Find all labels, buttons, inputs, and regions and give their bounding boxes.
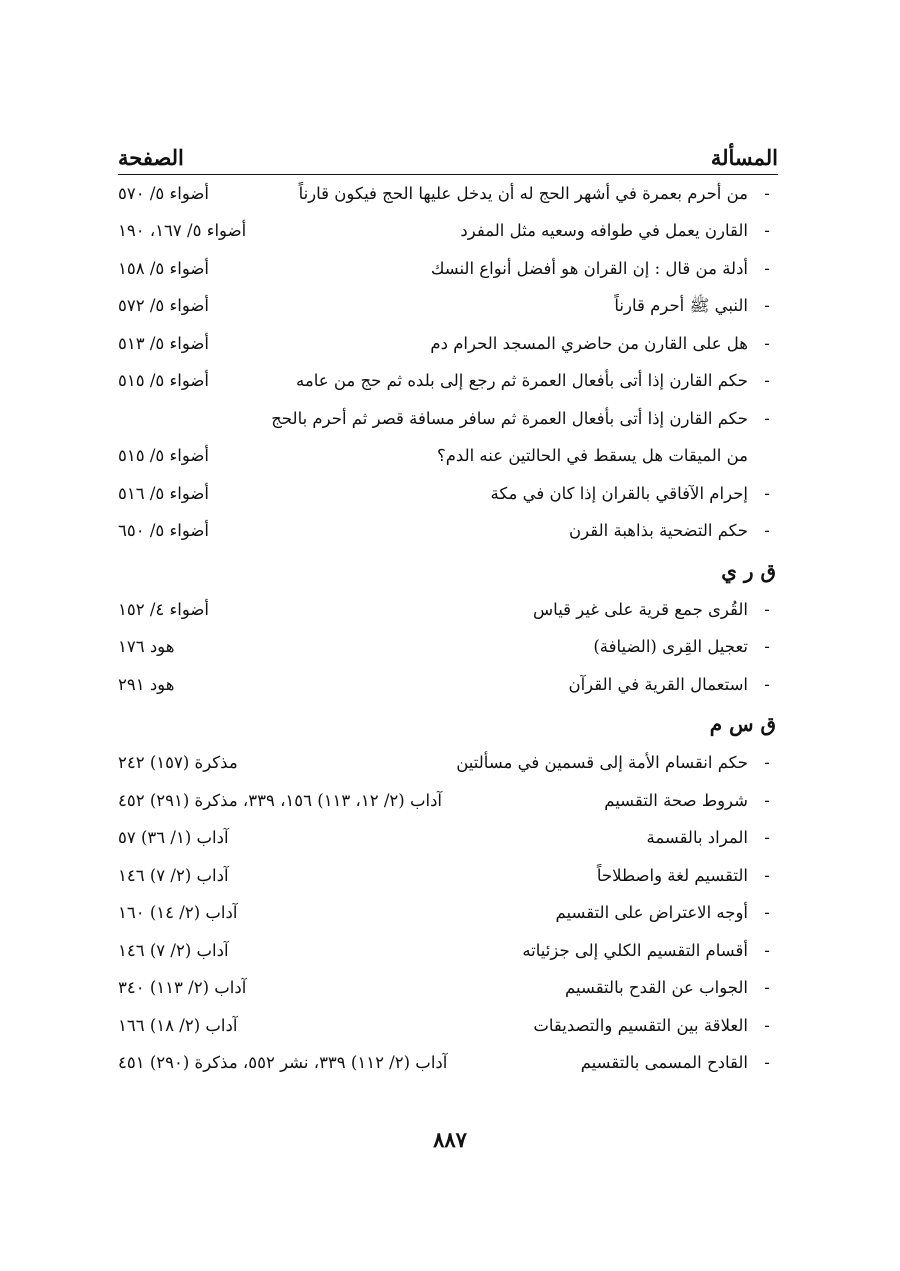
entry-dash: - (764, 903, 770, 922)
index-entry (118, 475, 778, 513)
index-entry (118, 250, 778, 288)
entry-reference: أضواء ٥/ ٥١٣ (118, 333, 209, 353)
entry-reference: آداب (٢/ ١١٢) ٣٣٩، نشر ٥٥٢، مذكرة (٢٩٠) ٤٥١ (118, 1053, 448, 1072)
entry-text: القُرى جمع قرية على غير قياس (533, 599, 748, 619)
entry-text: حكم القارن إذا أتى بأفعال العمرة ثم سافر مسافة قصر ثم أحرم بالحج (271, 408, 748, 428)
entry-text: حكم انقسام الأمة إلى قسمين في مسألتين (456, 753, 748, 772)
entry-reference: أضواء ٥/ ٥١٥ (118, 371, 209, 390)
entry-topic (569, 523, 778, 540)
entry-text: العلاقة بين التقسيم والتصديقات (533, 1015, 748, 1035)
entry-topic (581, 1055, 778, 1072)
index-entry (118, 591, 778, 629)
index-entry (118, 745, 778, 783)
entry-text: القارن يعمل في طوافه وسعيه مثل المفرد (460, 221, 748, 240)
index-entry (118, 175, 778, 213)
entry-reference: هود ١٧٦ (118, 637, 175, 656)
entry-topic (460, 223, 778, 240)
entry-topic (430, 333, 778, 353)
entry-text: التقسيم لغة واصطلاحاً (596, 865, 748, 885)
entry-text: الجواب عن القدح بالتقسيم (565, 978, 748, 997)
index-entry (118, 629, 778, 667)
entry-topic (593, 639, 778, 656)
entry-dash: - (764, 637, 770, 656)
index-entry (118, 970, 778, 1008)
entry-text: أدلة من قال : إن القران هو أفضل أنواع النسك (430, 258, 748, 278)
entry-reference: أضواء ٤/ ١٥٢ (118, 599, 209, 619)
entry-text: أقسام التقسيم الكلي إلى جزئياته (522, 940, 748, 960)
entry-dash: - (764, 599, 770, 619)
entry-topic (646, 830, 778, 847)
header-issue-label: المسألة (710, 145, 778, 170)
entry-topic (568, 674, 778, 694)
entries-section-qrn (118, 175, 778, 550)
entry-topic (604, 790, 778, 810)
entry-topic (490, 483, 778, 503)
entry-topic (614, 298, 778, 315)
entry-dash: - (764, 483, 770, 503)
index-entry (118, 288, 778, 326)
entry-dash: - (764, 221, 770, 240)
entry-dash: - (764, 828, 770, 847)
entry-reference: هود ٢٩١ (118, 674, 175, 694)
entry-dash: - (764, 753, 770, 772)
entry-dash: - (764, 183, 770, 203)
entry-dash: - (764, 865, 770, 885)
entry-dash: - (764, 978, 770, 997)
index-entry (118, 1045, 778, 1083)
entry-reference: آداب (٢/ ١٨) ١٦٦ (118, 1015, 238, 1035)
entry-dash: - (764, 296, 770, 315)
entry-dash: - (764, 790, 770, 810)
entry-topic (430, 258, 778, 278)
entry-dash: - (764, 1015, 770, 1035)
entry-reference: أضواء ٥/ ٥١٥ (118, 446, 209, 465)
entry-reference: آداب (٢/ ١٢، ١١٣) ١٥٦، ٣٣٩، مذكرة (٢٩١) ٤٥٢ (118, 790, 443, 810)
root-heading-qsm: ق س م (709, 712, 776, 736)
entry-reference: آداب (٢/ ٧) ١٤٦ (118, 865, 229, 885)
entry-text: شروط صحة التقسيم (604, 790, 748, 810)
entry-text: استعمال القرية في القرآن (568, 674, 748, 694)
root-heading-qry: ق ر ي (721, 558, 776, 583)
entry-dash: - (764, 371, 770, 390)
entry-reference: آداب (٢/ ١١٣) ٣٤٠ (118, 978, 247, 997)
entry-text: حكم التضحية بذاهبة القرن (569, 521, 748, 540)
entry-reference: آداب (١/ ٣٦) ٥٧ (118, 828, 229, 847)
entry-topic (565, 980, 778, 997)
index-entry (118, 363, 778, 401)
index-entry (118, 782, 778, 820)
entry-text: المراد بالقسمة (646, 828, 748, 847)
entry-reference: أضواء ٥/ ١٥٨ (118, 258, 209, 278)
entry-text: من الميقات هل يسقط في الحالتين عنه الدم؟ (436, 446, 748, 465)
entry-topic (296, 373, 778, 390)
index-entry (118, 932, 778, 970)
entry-reference: أضواء ٥/ ٦٥٠ (118, 521, 209, 540)
index-entry (118, 213, 778, 251)
entry-dash: - (764, 674, 770, 694)
page-number: ٨٨٧ (433, 1127, 467, 1152)
index-entry (118, 325, 778, 363)
entry-dash: - (764, 258, 770, 278)
index-entry (118, 666, 778, 704)
entries-section-qry (118, 591, 778, 704)
entry-dash: - (764, 521, 770, 540)
entry-reference: أضواء ٥/ ٥٧٠ (118, 183, 209, 203)
entry-topic (533, 1015, 778, 1035)
entry-topic (522, 940, 778, 960)
entry-text: القادح المسمى بالتقسيم (580, 1053, 748, 1072)
entry-reference: آداب (٢/ ٧) ١٤٦ (118, 940, 229, 960)
entry-reference: أضواء ٥/ ٥٧٢ (118, 296, 209, 315)
entry-text: هل على القارن من حاضري المسجد الحرام دم (430, 333, 748, 353)
entry-reference: أضواء ٥/ ١٦٧، ١٩٠ (118, 221, 247, 240)
entry-topic (556, 905, 778, 922)
entry-topic (596, 865, 778, 885)
entry-text: النبي ﷺ أحرم قارناً (614, 296, 748, 315)
entry-dash: - (764, 1053, 770, 1072)
entry-topic (271, 408, 778, 428)
entry-dash: - (764, 940, 770, 960)
entry-topic (533, 599, 778, 619)
entry-text: من أحرم بعمرة في أشهر الحج له أن يدخل عليها الحج فيكون قارناً (298, 183, 748, 203)
entry-text: حكم القارن إذا أتى بأفعال العمرة ثم رجع إلى بلده ثم حج من عامه (296, 371, 748, 390)
entry-topic (298, 183, 778, 203)
index-entry (118, 895, 778, 933)
entry-text: أوجه الاعتراض على التقسيم (555, 903, 748, 922)
entry-text: تعجيل القِرى (الضيافة) (593, 637, 748, 656)
entry-topic (456, 755, 778, 772)
index-entry (118, 400, 778, 438)
entry-reference: آداب (٢/ ١٤) ١٦٠ (118, 903, 238, 922)
entry-topic (437, 448, 778, 465)
column-header (118, 120, 778, 175)
index-entry (118, 438, 778, 476)
entry-dash: - (764, 408, 770, 428)
entry-reference: مذكرة (١٥٧) ٢٤٢ (118, 753, 238, 772)
entry-dash: - (764, 333, 770, 353)
entry-reference: أضواء ٥/ ٥١٦ (118, 483, 209, 503)
index-page (118, 120, 778, 1082)
index-entry (118, 820, 778, 858)
header-page-label: الصفحة (118, 145, 184, 170)
entry-text: إحرام الآفاقي بالقران إذا كان في مكة (490, 483, 748, 503)
index-entry (118, 857, 778, 895)
index-entry (118, 1007, 778, 1045)
entries-section-qsm (118, 745, 778, 1083)
index-entry (118, 513, 778, 551)
